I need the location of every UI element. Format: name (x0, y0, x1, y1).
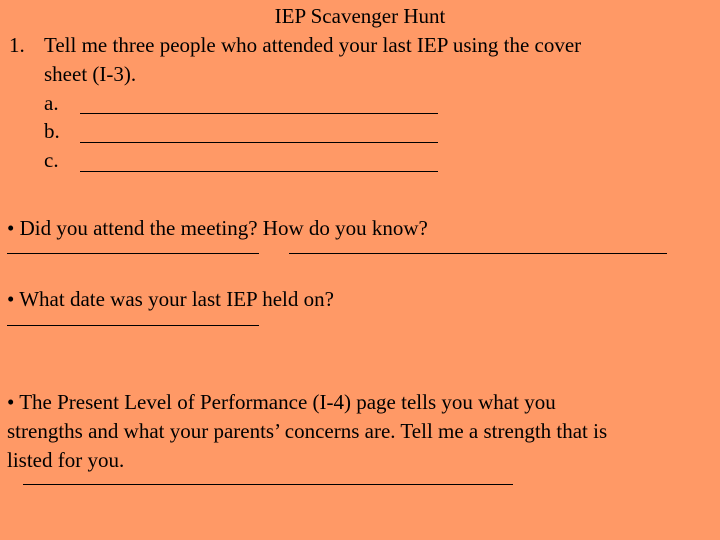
question-4-text-line3: listed for you. (7, 448, 125, 472)
answer-b-blank (80, 142, 438, 143)
question-1-text-continued: sheet (I-3). (44, 62, 137, 86)
question-4-text-line1: • The Present Level of Performance (I-4) page tells you what you (7, 390, 556, 414)
answer-c-blank (80, 171, 438, 172)
answer-a-marker: a. (44, 91, 59, 115)
answer-a-blank (80, 113, 438, 114)
question-1-number: 1. (9, 33, 25, 57)
question-2-blank-left (7, 253, 259, 254)
question-4-blank (23, 484, 513, 485)
answer-b-marker: b. (44, 119, 60, 143)
question-2-blank-right (289, 253, 667, 254)
page-title: IEP Scavenger Hunt (274, 4, 446, 28)
answer-c-marker: c. (44, 148, 59, 172)
question-3-blank (7, 325, 259, 326)
question-3-text: • What date was your last IEP held on? (7, 287, 334, 311)
question-1-text: Tell me three people who attended your last IEP using the cover (44, 33, 582, 57)
question-4-text-line2: strengths and what your parents’ concerns are. Tell me a strength that is (7, 419, 608, 443)
question-2-text: • Did you attend the meeting? How do you know? (7, 216, 428, 240)
